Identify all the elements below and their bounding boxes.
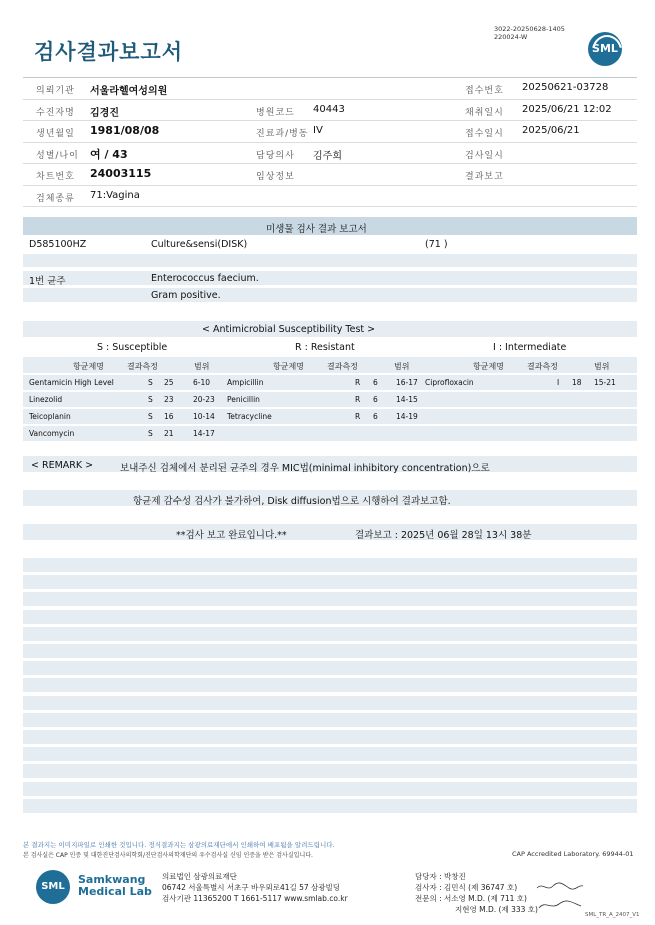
drug-name: Vancomycin (29, 429, 75, 438)
empty-row (23, 799, 637, 813)
info-row (23, 77, 637, 100)
stripe (23, 288, 637, 302)
info-row (23, 164, 637, 186)
staff-line: 검사자 : 김민식 (제 36747 호) (415, 883, 518, 892)
remark-line-2: 항균제 감수성 검사가 불가하여, Disk diffusion법으로 시행하여 결과보고함. (133, 496, 451, 507)
empty-row (23, 678, 637, 692)
patient-info-table (23, 77, 637, 207)
reference-range: 10-14 (193, 412, 215, 421)
empty-row (23, 644, 637, 658)
sir-result: S (148, 429, 153, 438)
zone-value: 25 (164, 378, 174, 387)
sir-result: I (557, 378, 560, 387)
col-header-drug: 항균제명 (73, 362, 104, 371)
sex-age-label: 성별/나이 (36, 150, 79, 161)
ast-title: < Antimicrobial Susceptibility Test > (202, 324, 376, 335)
empty-row (23, 764, 637, 778)
staff-line: 담당자 : 박창진 (415, 872, 466, 881)
test-code: D585100HZ (29, 239, 87, 250)
reference-range: 16-17 (396, 378, 418, 387)
empty-row (23, 558, 637, 572)
reference-range: 20-23 (193, 395, 215, 404)
drug-name: Teicoplanin (29, 412, 71, 421)
receipt-no-value: 20250621-03728 (522, 82, 609, 93)
empty-row (23, 661, 637, 675)
sir-result: S (148, 412, 153, 421)
zone-value: 6 (373, 378, 378, 387)
sir-result: S (148, 395, 153, 404)
sir-result: R (355, 378, 361, 387)
drug-name: Penicillin (227, 395, 260, 404)
staff-line: 지현영 M.D. (제 333 호) (455, 905, 538, 914)
brand-line-1: Samkwang (78, 873, 146, 886)
empty-row (23, 782, 637, 796)
drug-name: Ampicillin (227, 378, 264, 387)
dept-label: 진료과/병동 (256, 129, 309, 139)
col-header-range: 범위 (594, 362, 610, 371)
sir-result: S (148, 378, 153, 387)
col-header-range: 범위 (394, 362, 410, 371)
drug-name: Linezolid (29, 395, 63, 404)
notice-accreditation: 본 검사실은 CAP 인증 및 대한진단검사의학회/진단검사의학재단의 우수검사실 신임 인증을 받은 검사실입니다. (23, 852, 313, 859)
susceptible-legend: S : Susceptible (97, 342, 168, 353)
resistant-legend: R : Resistant (295, 342, 355, 353)
empty-row (23, 627, 637, 641)
organism-name: Enterococcus faecium. (151, 273, 259, 284)
institution-value: 서울라헬여성의원 (90, 86, 168, 97)
isolate-label: 1번 균주 (29, 276, 66, 287)
stripe (23, 271, 637, 285)
staff-line: 전문의 : 서소영 M.D. (제 711 호) (415, 894, 527, 903)
birth-value: 1981/08/08 (90, 124, 160, 137)
zone-value: 16 (164, 412, 174, 421)
drug-name: Gentamicin High Level (29, 378, 114, 387)
specimen-label: 검체종류 (36, 193, 75, 204)
zone-value: 23 (164, 395, 174, 404)
patient-name-label: 수진자명 (36, 107, 75, 118)
report-label: 결과보고 (465, 172, 504, 182)
test-number: (71 ) (425, 239, 448, 250)
receipt-no-label: 접수번호 (465, 86, 504, 96)
brand-name (78, 874, 152, 898)
form-code: SML_TR_A_2407_V1 (585, 912, 640, 918)
received-label: 접수일시 (465, 129, 504, 139)
report-complete: **검사 보고 완료입니다.** (176, 530, 287, 541)
collection-label: 채취일시 (465, 107, 504, 118)
drug-name: Tetracycline (227, 412, 272, 421)
info-row (23, 121, 637, 143)
sir-result: R (355, 412, 361, 421)
empty-row (23, 730, 637, 744)
zone-value: 6 (373, 412, 378, 421)
dept-value: IV (313, 125, 323, 136)
reference-range: 14-17 (193, 429, 215, 438)
info-row (23, 186, 637, 208)
empty-row (23, 592, 637, 606)
page-title: 검사결과보고서 (34, 40, 184, 64)
reference-range: 14-19 (396, 412, 418, 421)
remark-label: < REMARK > (31, 460, 94, 471)
hospital-code-label: 병원코드 (256, 107, 295, 118)
collection-value: 2025/06/21 12:02 (522, 103, 612, 115)
zone-value: 18 (572, 378, 582, 387)
brand-line-2: Medical Lab (78, 885, 152, 898)
sex-age-value: 여 / 43 (90, 147, 128, 161)
col-header-result: 결과측정 (527, 362, 558, 371)
gram-stain: Gram positive. (151, 290, 221, 301)
zone-value: 21 (164, 429, 174, 438)
org-number: 검사기관 11365200 T 1661-5117 www.smlab.co.kr (162, 894, 348, 903)
sir-result: R (355, 395, 361, 404)
micro-section-title: 미생물 검사 결과 보고서 (266, 224, 367, 235)
info-row (23, 143, 637, 165)
signature-icon (535, 880, 585, 912)
remark-line-1: 보내주신 검체에서 분리된 균주의 경우 MIC법(minimal inhibitory concentration)으로 (120, 463, 490, 474)
doc-number-line-1: 3022-20250628-1405 (494, 25, 565, 33)
col-header-result: 결과측정 (327, 362, 358, 371)
reference-range: 14-15 (396, 395, 418, 404)
empty-row (23, 696, 637, 710)
col-header-range: 범위 (194, 362, 210, 371)
specimen-value: 71:Vagina (90, 189, 140, 201)
intermediate-legend: I : Intermediate (493, 342, 567, 353)
chart-value: 24003115 (90, 167, 152, 180)
stripe (23, 409, 637, 424)
test-date-label: 검사일시 (465, 150, 504, 161)
clinical-label: 임상정보 (256, 172, 295, 182)
stripe (23, 392, 637, 407)
physician-label: 담당의사 (256, 150, 295, 161)
notice-image-copy: 본 결과지는 이미지파일로 인쇄한 것입니다. 정식결과지는 삼광의료재단에서 인쇄하여 배포됨을 알려드립니다. (23, 841, 335, 849)
sml-footer-logo: SML (36, 870, 70, 904)
foundation-name: 의료법인 삼광의료재단 (162, 872, 237, 881)
reference-range: 15-21 (594, 378, 616, 387)
lab-address (162, 871, 348, 904)
birth-label: 생년월일 (36, 129, 75, 139)
empty-row (23, 713, 637, 727)
col-header-result: 결과측정 (127, 362, 158, 371)
test-name: Culture&sensi(DISK) (151, 239, 248, 250)
complete-band (23, 524, 637, 540)
staff-list (415, 871, 538, 915)
col-header-drug: 항균제명 (473, 362, 504, 371)
report-time: 결과보고 : 2025년 06월 28일 13시 38분 (355, 530, 532, 541)
address-line: 06742 서울특별시 서초구 바우뫼로41길 57 삼광빌딩 (162, 883, 341, 892)
zone-value: 6 (373, 395, 378, 404)
cap-accreditation: CAP Accredited Laboratory. 69944-01 (512, 850, 634, 858)
drug-name: Ciprofloxacin (425, 378, 474, 387)
sml-logo: SML (588, 32, 622, 66)
stripe (23, 426, 637, 441)
physician-value: 김주희 (313, 150, 342, 162)
chart-label: 차트번호 (36, 172, 75, 182)
doc-number-line-2: 220024-W (494, 33, 528, 41)
stripe (23, 254, 637, 267)
document-number (494, 25, 565, 41)
col-header-drug: 항균제명 (273, 362, 304, 371)
empty-row (23, 610, 637, 624)
reference-range: 6-10 (193, 378, 211, 387)
empty-row (23, 747, 637, 761)
stripe (23, 375, 637, 390)
patient-name-value: 김경진 (90, 107, 119, 119)
empty-row (23, 575, 637, 589)
info-row (23, 100, 637, 122)
institution-label: 의뢰기관 (36, 86, 75, 96)
hospital-code-value: 40443 (313, 103, 345, 115)
received-value: 2025/06/21 (522, 125, 580, 136)
